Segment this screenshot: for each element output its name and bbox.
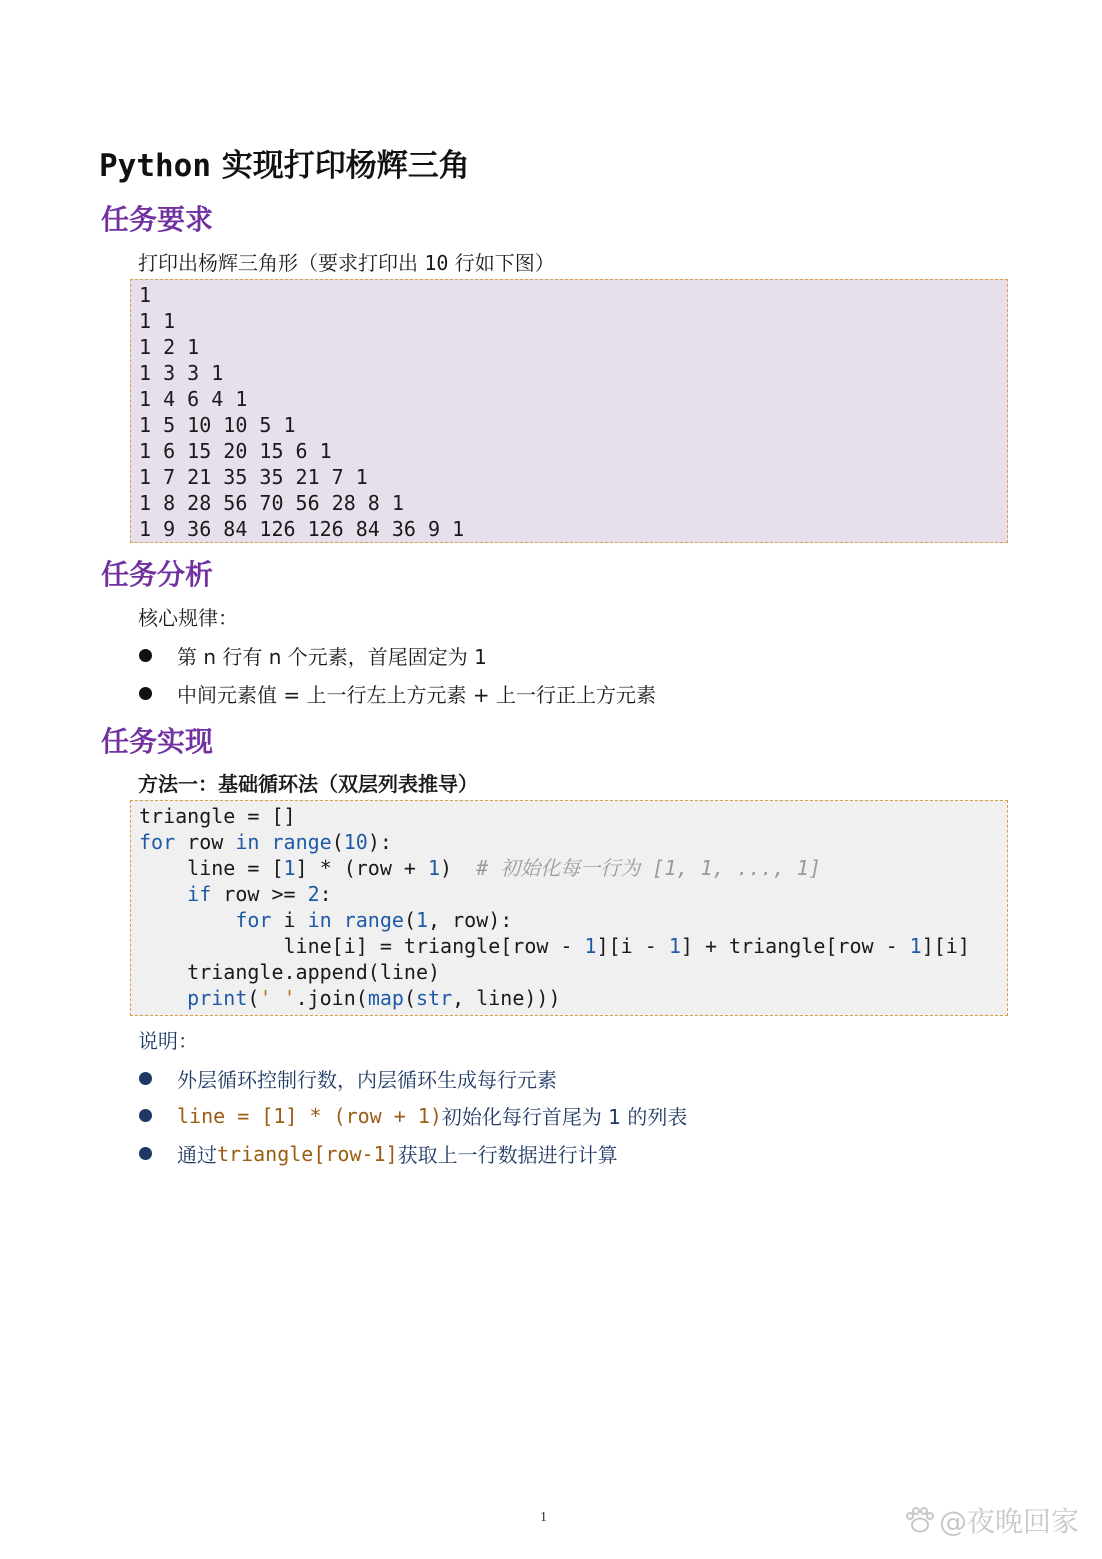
code-token: [139, 986, 187, 1010]
desc-count: 10: [424, 251, 449, 275]
code-keyword: for: [139, 830, 176, 854]
watermark: [903, 1500, 1079, 1540]
code-number: 1: [668, 934, 681, 958]
code-string: ' ': [259, 986, 296, 1010]
code-token: , line))): [452, 986, 561, 1010]
document-title: [99, 140, 470, 185]
code-line-1: [139, 803, 1007, 829]
code-line-6: [139, 933, 1007, 959]
code-builtin: map: [367, 986, 404, 1010]
code-number: 1: [909, 934, 922, 958]
note-bullet-1: [139, 1064, 557, 1093]
code-line-2: [139, 829, 1007, 855]
bullet-dot-icon: [139, 687, 152, 700]
code-token: line = [: [139, 856, 284, 880]
code-line-3: [139, 855, 1007, 881]
code-keyword: if: [187, 882, 212, 906]
code-number: 1: [584, 934, 597, 958]
core-rule-label: 核心规律：: [138, 606, 238, 630]
code-comment: # 初始化每一行为 [1, 1, ..., 1]: [476, 856, 821, 880]
code-token: ] + triangle[row -: [680, 934, 910, 958]
code-token: line[i] = triangle[row -: [139, 934, 585, 958]
code-token: row >=: [211, 882, 308, 906]
triangle-row-8: 1 7 21 35 35 21 7 1: [139, 465, 368, 489]
code-token: ):: [367, 830, 392, 854]
code-token: i: [271, 908, 308, 932]
triangle-row-6: 1 5 10 10 5 1: [139, 413, 296, 437]
triangle-row-1: 1: [139, 283, 152, 307]
code-builtin: str: [415, 986, 453, 1010]
code-number: 1: [428, 856, 441, 880]
code-token: , row):: [428, 908, 513, 932]
code-token: ][i -: [596, 934, 669, 958]
code-token: [139, 908, 235, 932]
code-builtin: range: [271, 830, 332, 854]
triangle-output-block: [130, 279, 1008, 543]
code-number: 10: [343, 830, 368, 854]
note-text-post: 获取上一行数据进行计算: [397, 1143, 618, 1167]
triangle-row-5: 1 4 6 4 1: [139, 387, 248, 411]
code-number: 1: [283, 856, 296, 880]
note-inline-code: triangle[row-1]: [217, 1141, 398, 1166]
page-number: 1: [540, 1510, 547, 1525]
code-keyword: in: [235, 830, 260, 854]
triangle-row-3: 1 2 1: [139, 335, 200, 359]
code-number: 1: [415, 908, 429, 932]
code-builtin: print: [187, 986, 248, 1010]
code-token: triangle = []: [139, 804, 296, 828]
code-token: :: [319, 882, 332, 906]
code-token: (: [403, 908, 416, 932]
analysis-bullet-2: [139, 679, 656, 708]
code-token: row: [175, 830, 236, 854]
title-python: Python: [99, 148, 211, 184]
method-title: [138, 768, 478, 797]
code-token: (: [331, 830, 344, 854]
code-token: [139, 882, 187, 906]
code-keyword: in: [307, 908, 332, 932]
bullet-dot-icon: [139, 649, 152, 662]
code-token: [332, 908, 344, 932]
code-line-4: [139, 881, 1007, 907]
analysis-bullet-text: 中间元素值 = 上一行左上方元素 + 上一行正上方元素: [177, 683, 656, 707]
code-token: ][i]: [921, 934, 970, 958]
code-line-7: [139, 959, 1007, 985]
code-token: [259, 830, 271, 854]
code-line-5: [139, 907, 1007, 933]
title-rest: 实现打印杨辉三角: [210, 148, 470, 184]
triangle-row-9: 1 8 28 56 70 56 28 8 1: [139, 491, 404, 515]
triangle-row-10: 1 9 36 84 126 126 84 36 9 1: [139, 517, 465, 541]
note-text: 外层循环控制行数，内层循环生成每行元素: [177, 1068, 557, 1092]
bullet-dot-icon: [139, 1147, 152, 1160]
analysis-bullet-text: 第 n 行有 n 个元素，首尾固定为 1: [177, 645, 487, 669]
heading-implementation: 任务实现: [101, 725, 214, 758]
bullet-dot-icon: [139, 1109, 152, 1122]
analysis-bullet-1: [139, 641, 487, 670]
bullet-dot-icon: [139, 1072, 152, 1085]
watermark-text: @夜晚回家: [939, 1505, 1080, 1538]
requirements-description: [138, 247, 555, 276]
code-builtin: range: [343, 908, 404, 932]
note-inline-code: line = [1] * (row + 1): [177, 1103, 442, 1128]
paw-icon: [903, 1505, 937, 1535]
desc-part-1: 打印出杨辉三角形（要求打印出: [138, 251, 425, 275]
triangle-row-7: 1 6 15 20 15 6 1: [139, 439, 332, 463]
code-token: ): [440, 856, 477, 880]
method-title-text: 方法一：基础循环法（双层列表推导）: [138, 772, 478, 796]
code-block: [130, 800, 1008, 1016]
code-keyword: for: [235, 908, 272, 932]
triangle-row-2: 1 1: [139, 309, 176, 333]
heading-analysis: 任务分析: [101, 558, 214, 591]
note-bullet-2: [139, 1101, 687, 1130]
desc-part-3: 行如下图）: [448, 251, 555, 275]
code-number: 2: [307, 882, 320, 906]
code-line-8: [139, 985, 1007, 1011]
code-token: triangle.append(line): [139, 960, 441, 984]
note-text: 初始化每行首尾为 1 的列表: [441, 1105, 688, 1129]
code-token: (: [247, 986, 260, 1010]
triangle-row-4: 1 3 3 1: [139, 361, 224, 385]
heading-requirements: 任务要求: [101, 203, 214, 236]
explanation-label: 说明：: [138, 1029, 198, 1053]
note-text-pre: 通过: [177, 1143, 217, 1167]
code-token: ] * (row +: [295, 856, 428, 880]
code-token: (: [403, 986, 416, 1010]
note-bullet-3: [139, 1139, 618, 1168]
code-token: .join(: [295, 986, 368, 1010]
